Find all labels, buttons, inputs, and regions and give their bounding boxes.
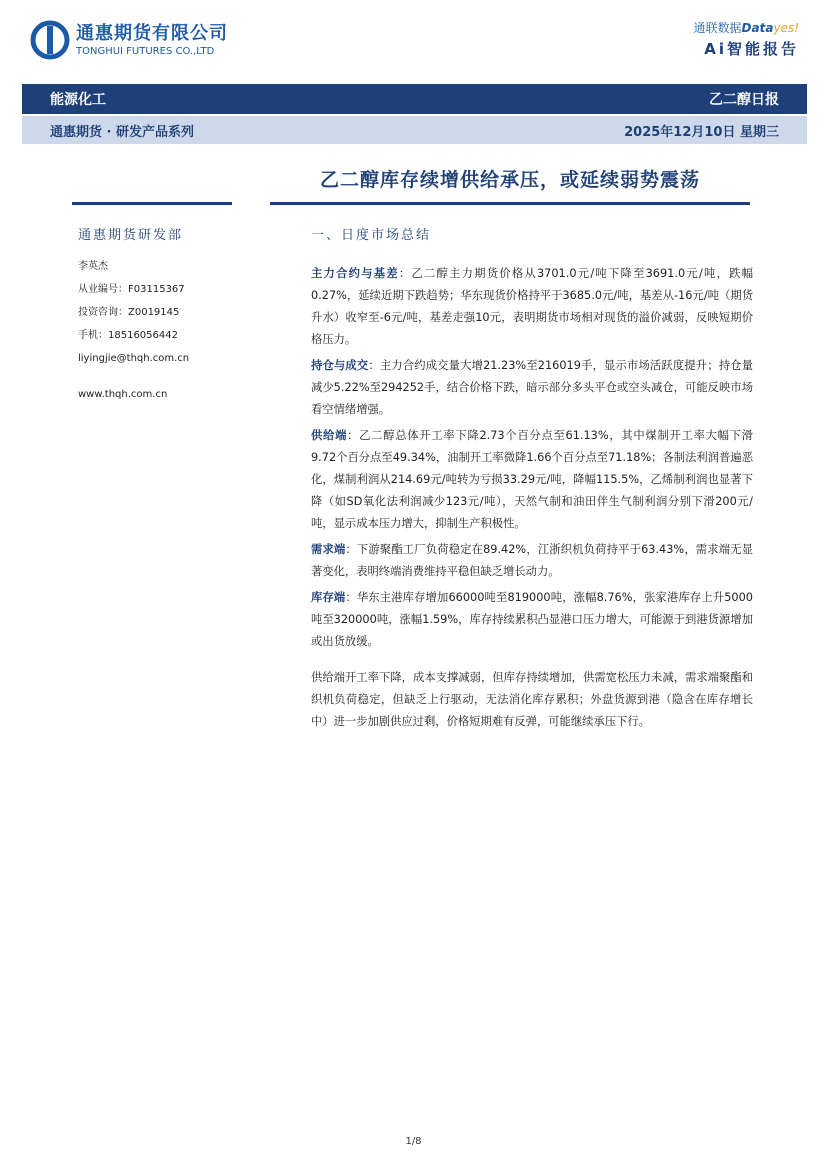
paragraph-demand (311, 539, 753, 583)
company-logo-icon (30, 20, 70, 60)
advisory-number: 投资咨询：Z0019145 (78, 307, 180, 318)
brand-logo (694, 20, 799, 60)
series-band (22, 116, 807, 144)
website-link[interactable]: www.thqh.com.cn (78, 389, 168, 400)
category-label: 能源化工 (50, 92, 106, 108)
title-divider (270, 202, 750, 205)
paragraph-contract-basis (311, 263, 753, 351)
email-address[interactable]: liyingjie@thqh.com.cn (78, 353, 190, 364)
brand-yes: yes! (773, 21, 799, 35)
analyst-name: 李英杰 (78, 261, 108, 272)
brand-data: Data (741, 21, 774, 35)
report-date: 2025年12月10日 星期三 (624, 124, 779, 140)
paragraph-text: ：乙二醇主力期货价格从3701.0元/吨下降至3691.0元/吨，跌幅0.27%，延续近期下跌趋势；华东现货价格持平于3685.0元/吨，基差从-16元/吨（期货升水）收窄至-6元/吨，基差走强10元，表明期货市场相对现货的溢价减弱，反映短期价格压力。 (311, 267, 753, 346)
paragraph-label: 供给端 (311, 429, 348, 442)
paragraph-label: 持仓与成交 (311, 359, 369, 372)
paragraph-position-volume (311, 355, 753, 421)
series-label: 通惠期货 · 研发产品系列 (50, 124, 194, 140)
paragraph-text: ：乙二醇总体开工率下降2.73个百分点至61.13%，其中煤制开工率大幅下滑9.72个百分点至49.34%，油制开工率微降1.66个百分点至71.18%；各制法利润普遍恶化，煤制利润从214.69元/吨转为亏损33.29元/吨，降幅115.5%，乙烯制利润也显著下降（如SD氧化法利润减少123元/吨），天然气制和油田伴生气制利润分别下滑200元/吨，显示成本压力增大，抑制生产积极性。 (311, 429, 753, 530)
paragraph-supply (311, 425, 753, 535)
brand-prefix: 通联数据 (693, 21, 742, 35)
paragraph-label: 主力合约与基差 (311, 267, 399, 280)
sidebar (78, 224, 248, 412)
category-band (22, 84, 807, 114)
report-title: 乙二醇库存续增供给承压，或延续弱势震荡 (319, 169, 700, 191)
company-logo (30, 20, 228, 60)
dept-name: 通惠期货研发部 (78, 228, 184, 243)
paragraph-label: 库存端 (311, 591, 346, 604)
phone-number: 手机：18516056442 (78, 330, 178, 341)
sidebar-divider (72, 202, 232, 205)
paragraph-label: 需求端 (311, 543, 346, 556)
section-title: 一、日度市场总结 (311, 228, 432, 243)
paragraph-inventory (311, 587, 753, 653)
summary-paragraph: 供给端开工率下降，成本支撑减弱，但库存持续增加，供需宽松压力未减，需求端聚酯和织机负荷稳定，但缺乏上行驱动，无法消化库存累积；外盘货源到港（隐含在库存增长中）进一步加剧供应过剩，价格短期难有反弹，可能继续承压下行。 (311, 671, 753, 728)
main-content (311, 224, 753, 737)
license-number: 从业编号：F03115367 (78, 284, 185, 295)
company-name-en: TONGHUI FUTURES CO.,LTD (76, 45, 215, 57)
paragraph-text: ：下游聚酯工厂负荷稳定在89.42%，江浙织机负荷持平于63.43%，需求端无显著变化，表明终端消费维持平稳但缺乏增长动力。 (311, 543, 753, 578)
report-type-label: 乙二醇日报 (709, 92, 779, 108)
paragraph-text: ：主力合约成交量大增21.23%至216019手，显示市场活跃度提升；持仓量减少5.22%至294252手，结合价格下跌，暗示部分多头平仓或空头减仓，可能反映市场看空情绪增强。 (311, 359, 753, 416)
page-number: 1/8 (405, 1136, 422, 1147)
company-name-cn: 通惠期货有限公司 (76, 22, 228, 44)
paragraph-text: ：华东主港库存增加66000吨至819000吨，涨幅8.76%，张家港库存上升5000吨至320000吨，涨幅1.59%，库存持续累积凸显港口压力增大，可能源于到港货源增加或出货放缓。 (311, 591, 753, 648)
brand-report-label: Ai智能报告 (704, 40, 799, 58)
